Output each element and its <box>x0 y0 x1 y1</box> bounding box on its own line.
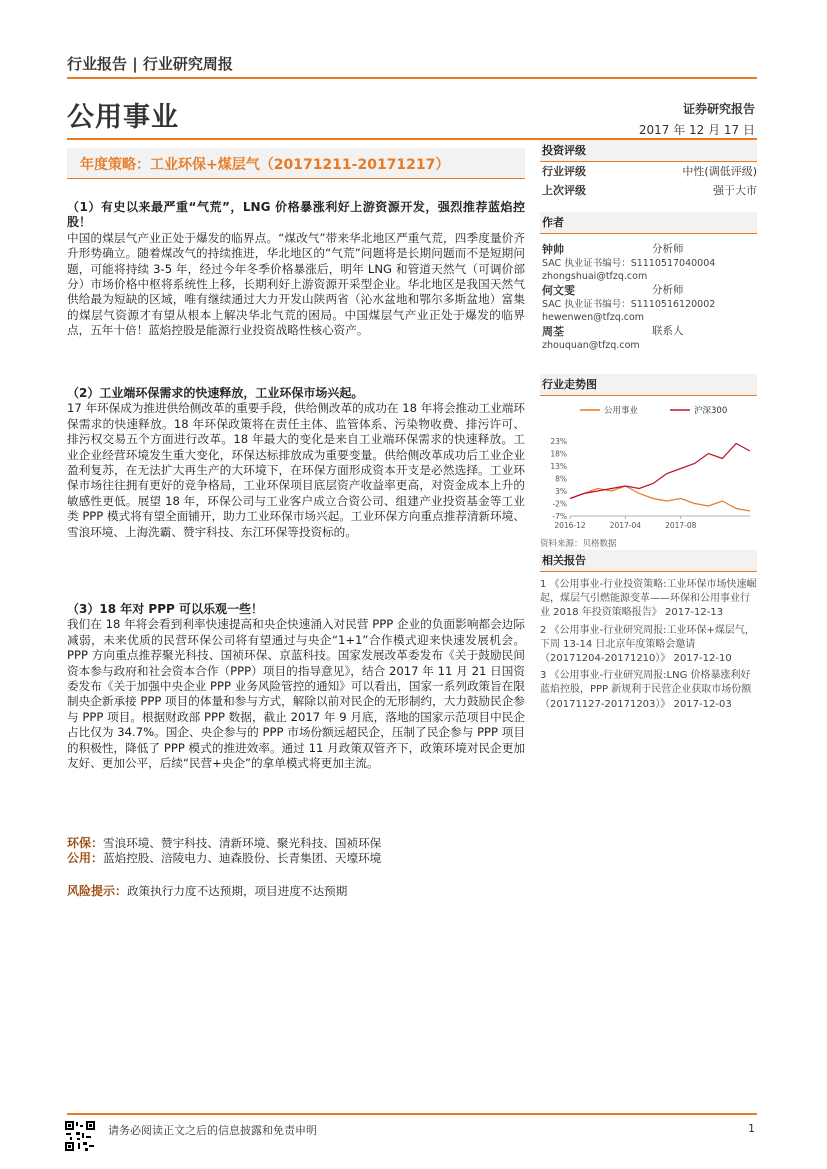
report-subtitle: 年度策略：工业环保+煤层气（20171211-20171217） <box>80 157 450 173</box>
report-date: 2017 年 12 月 17 日 <box>638 123 755 137</box>
section-1-body: 中国的煤层气产业正处于爆发的临界点。“煤改气”带来华北地区严重气荒，四季度量价齐升形势确立。随着煤改气的持续推进，华北地区的“气荒”问题将是长期问题而不是短期问题，可能将持续 3-5 年，经过今年冬季价格暴涨后，明年 LNG 和管道天然气（可调价部分）市场价格中枢将系统性上移，长期利好上游资源开采型企业。华北地区是我国天然气供给最为短缺的区域，唯有继续通过大力开发山陕两省（沁水盆地和鄂尔多斯盆地）富集的煤层气资源才有望从根本上解决华北气荒的困局。中国煤层气产业正处于爆发的临界点，五年十倍！蓝焰控股是能源行业投资战略性核心资产。 <box>67 230 525 338</box>
y-tick-label: -2% <box>552 499 567 509</box>
rating-row: 上次评级 强于大市 <box>542 184 757 197</box>
sector-title: 公用事业 <box>67 102 179 133</box>
legend-label: 公用事业 <box>604 406 639 416</box>
section-1 <box>67 200 525 339</box>
env-label: 环保： <box>67 836 104 850</box>
trend-chart <box>540 396 757 532</box>
series-line-utilities <box>570 486 750 511</box>
author-row: 何文雯 分析师 <box>542 284 684 297</box>
env-list: 雪浪环境、赞宇科技、清新环境、聚光科技、国祯环保 <box>103 836 382 850</box>
related-list <box>540 578 757 712</box>
x-tick-label: 2017-08 <box>665 521 697 530</box>
legend-label: 沪深300 <box>694 406 728 416</box>
related-report-item[interactable]: 2 《公用事业-行业研究周报:工业环保+煤层气，下周 13-14 日北京年度策略会邀请（20171204-20171210）》 2017-12-10 <box>540 624 755 665</box>
chart-source: 资料来源：贝格数据 <box>540 539 617 549</box>
disclaimer-text: 请务必阅读正文之后的信息披露和免责申明 <box>108 1124 317 1137</box>
y-tick-label: 13% <box>550 462 567 471</box>
author-email[interactable]: zhouquan@tfzq.com <box>542 340 640 351</box>
qr-code-icon <box>64 1120 96 1152</box>
section-2-body: 17 年环保成为推进供给侧改革的重要手段，供给侧改革的成功在 18 年将会推动工业端环保需求的快速释放。18 年环保政策将在责任主体、监管体系、污染物收费、排污许可、排污权交易五个方面进行改革。18 年最大的变化是来自工业端环保需求的快速释放。工业企业经营环境发生重大变化，环保达标排放成为重要变量。供给侧改革成功后工业企业盈利复苏，在无法扩大再生产的大环境下，在环保方面形成资本开支是必然选择。工业环保市场往往拥有更好的竞争格局，工业环保项目底层资产收益率更高，对资金成本上升的敏感性更低。展望 18 年，环保公司与工业客户成立合资公司、组建产业投资基金等工业类 PPP 模式将有望全面铺开，助力工业环保市场兴起。工业环保方向重点推荐清新环境、雪浪环境、上海洗霸、赞宇科技、东江环保等投资标的。 <box>67 401 525 539</box>
related-report-item[interactable]: 3 《公用事业-行业研究周报:LNG 价格暴涨利好蓝焰控股，PPP 新规利于民营企业获取市场份额（20171127-20171203）》 2017-12-03 <box>540 670 752 710</box>
rating-row: 行业评级 中性(调低评级) <box>542 165 757 178</box>
related-report-item[interactable]: 1 《公用事业-行业投资策略:工业环保市场快速崛起，煤层气引燃能源变革——环保和公用事业行业 2018 年投资策略报告》 2017-12-13 <box>540 579 757 619</box>
series-line-hs300 <box>570 444 750 499</box>
footer-rule <box>67 1113 757 1115</box>
related-title: 相关报告 <box>540 550 757 572</box>
risk-warning <box>67 884 525 899</box>
report-type: 行业报告 | 行业研究周报 <box>67 55 233 73</box>
report-label: 证券研究报告 <box>682 102 755 116</box>
header-rule <box>67 77 757 79</box>
y-tick-label: 3% <box>555 487 567 496</box>
x-tick-label: 2017-04 <box>609 521 642 530</box>
authors-title: 作者 <box>540 212 757 234</box>
risk-text: 政策执行力度不达预期，项目进度不达预期 <box>127 884 348 898</box>
y-tick-label: 8% <box>555 474 567 484</box>
author-email[interactable]: zhongshuai@tfzq.com <box>542 271 648 282</box>
rating-title: 投资评级 <box>540 140 757 162</box>
x-tick-label: 2016-12 <box>554 521 586 530</box>
y-tick-label: 23% <box>550 437 567 446</box>
section-3 <box>67 602 525 771</box>
authors-panel <box>540 212 757 352</box>
section-2-heading: （2）工业端环保需求的快速释放，工业环保市场兴起。 <box>67 386 364 400</box>
util-label: 公用： <box>67 851 104 866</box>
author-row: 钟帅 分析师 <box>542 243 684 256</box>
risk-label: 风险提示： <box>67 884 128 898</box>
author-email[interactable]: hewenwen@tfzq.com <box>542 312 645 323</box>
recommendations <box>67 836 525 867</box>
page-number: 1 <box>748 1122 755 1135</box>
section-3-heading: （3）18 年对 PPP 可以乐观一些！ <box>67 602 263 616</box>
trend-panel <box>540 374 757 549</box>
section-1-heading: （1）有史以来最严重“气荒”，LNG 价格暴涨利好上游资源开发，强烈推荐蓝焰控股！ <box>67 200 525 230</box>
author-sac: SAC 执业证书编号：S1110516120002 <box>542 299 716 310</box>
rating-panel <box>540 140 757 200</box>
section-2 <box>67 386 525 540</box>
trend-title: 行业走势图 <box>540 374 757 396</box>
y-tick-label: 18% <box>550 449 567 459</box>
related-panel <box>540 550 757 715</box>
author-sac: SAC 执业证书编号：S1110517040004 <box>542 258 716 269</box>
util-list: 蓝焰控股、涪陵电力、迪森股份、长青集团、天壕环境 <box>103 851 382 866</box>
author-row: 周荃 联系人 <box>542 325 684 338</box>
section-3-body: 我们在 18 年将会看到利率快速提高和央企快速涌入对民营 PPP 企业的负面影响都会边际减弱，未来优质的民营环保公司将有望通过与央企“1+1”合作模式迎来快速发展机会。PPP 方向重点推荐聚光科技、国祯环保、京蓝科技。国家发展改革委发布《关于鼓励民间资本参与政府和社会资本合作（PPP）项目的指导意见》，结合 2017 年 11 月 21 日国资委发布《关于加强中央企业 PPP 业务风险管控的通知》可以看出，国家一系列政策旨在限制央企新承接 PPP 项目的体量和参与方式，解除以前对民企的无形制约，大力鼓励民企参与 PPP 项目。根据财政部 PPP 数据，截止 2017 年 9 月底，落地的国家示范项目中民企占比仅为 34.7%。国企、央企参与的 PPP 市场份额远超民企，压制了民企参与 PPP 项目的积极性，降低了 PPP 模式的推进效率。通过 11 月政策双管齐下，政策环境对民企更加友好、更加公平，后续“民营+央企”的拿单模式将更加主流。 <box>67 617 525 771</box>
y-tick-label: -7% <box>552 512 567 521</box>
